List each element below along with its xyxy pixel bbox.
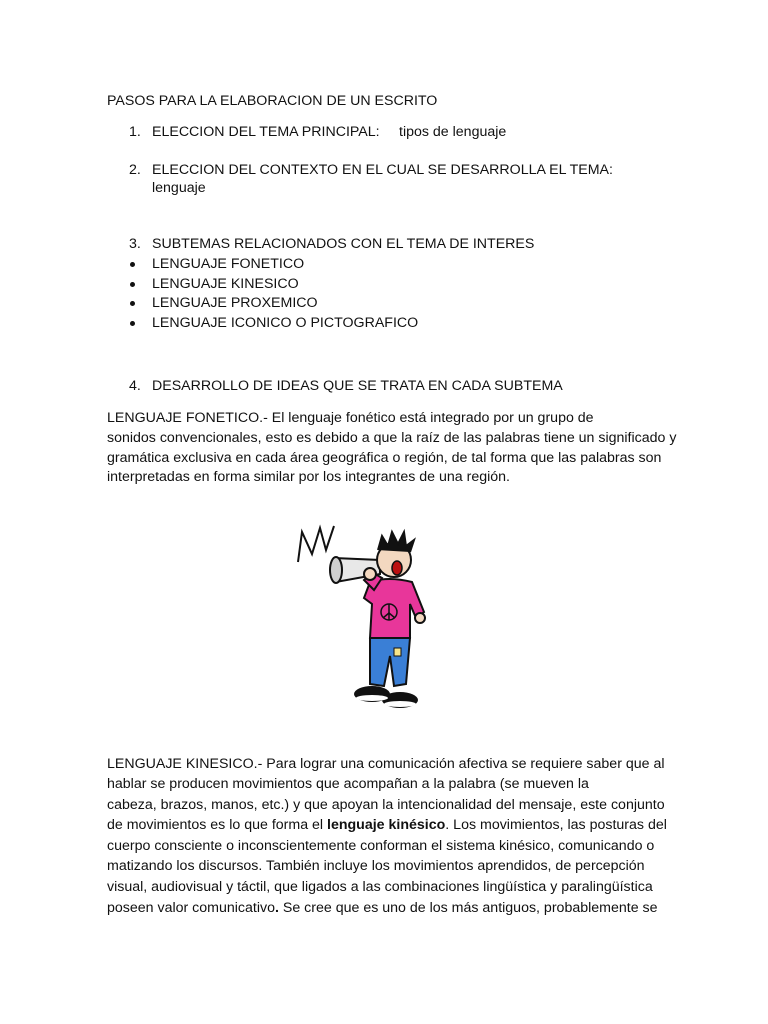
bold-term: lenguaje kinésico: [327, 817, 446, 833]
paragraph-line: LENGUAJE KINESICO.- Para lograr una comunicación afectiva se requiere saber que al: [107, 756, 665, 772]
paragraph-line: cuerpo consciente o inconscientemente conforman el sistema kinésico, comunicando o: [107, 838, 655, 854]
paragraph-line: LENGUAJE FONETICO.- El lenguaje fonético está integrado por un grupo de: [107, 410, 594, 426]
paragraph-line: cabeza, brazos, manos, etc.) y que apoyan la intencionalidad del mensaje, este conjunto: [107, 797, 665, 813]
paragraph-line: hablar se producen movimientos que acompañan a la palabra (se mueven la: [107, 776, 589, 792]
bullet-icon: [130, 301, 135, 306]
pants-icon: [370, 638, 410, 686]
paragraph-line: [107, 898, 658, 918]
step-value-1: tipos de lenguaje: [399, 124, 507, 140]
step-number-4: 4.: [129, 378, 141, 394]
step-number-1: 1.: [129, 124, 141, 140]
step-label-4: DESARROLLO DE IDEAS QUE SE TRATA EN CADA SUBTEMA: [152, 378, 563, 394]
bold-period: .: [274, 900, 279, 916]
step-label-3: SUBTEMAS RELACIONADOS CON EL TEMA DE INTERES: [152, 236, 535, 252]
step-number-2: 2.: [129, 162, 141, 178]
step-label-2: ELECCION DEL CONTEXTO EN EL CUAL SE DESARROLLA EL TEMA:: [152, 162, 613, 178]
bullet-icon: [130, 321, 135, 326]
text-segment: poseen valor comunicativo: [107, 900, 275, 916]
megaphone-person-illustration: [292, 520, 442, 720]
list-item: LENGUAJE PROXEMICO: [152, 295, 318, 311]
document-title: PASOS PARA LA ELABORACION DE UN ESCRITO: [107, 93, 438, 109]
paragraph-line: gramática exclusiva en cada área geográfica o región, de tal forma que las palabras son: [107, 450, 662, 466]
list-item: LENGUAJE KINESICO: [152, 276, 299, 292]
paragraph-line: matizando los discursos. También incluye los movimientos aprendidos, de percepción: [107, 858, 645, 874]
bullet-icon: [130, 282, 135, 287]
paragraph-line: visual, audiovisual y táctil, que ligados a las combinaciones lingüística y paralingüística: [107, 879, 653, 895]
paragraph-line: [107, 815, 667, 835]
list-item: LENGUAJE FONETICO: [152, 256, 305, 272]
sound-wave-icon: [298, 526, 334, 562]
text-segment: Se cree que es uno de los más antiguos, probablemente se: [278, 900, 658, 916]
step-value-2: lenguaje: [152, 180, 206, 196]
paragraph-line: interpretadas en forma similar por los integrantes de una región.: [107, 469, 510, 485]
step-number-3: 3.: [129, 236, 141, 252]
text-segment: de movimientos es lo que forma el: [107, 817, 328, 833]
step-label-1: ELECCION DEL TEMA PRINCIPAL:: [152, 124, 380, 140]
bullet-icon: [130, 262, 135, 267]
text-segment: . Los movimientos, las posturas del: [445, 817, 667, 833]
list-item: LENGUAJE ICONICO O PICTOGRAFICO: [152, 315, 419, 331]
paragraph-line: sonidos convencionales, esto es debido a que la raíz de las palabras tiene un significado y: [107, 430, 677, 446]
